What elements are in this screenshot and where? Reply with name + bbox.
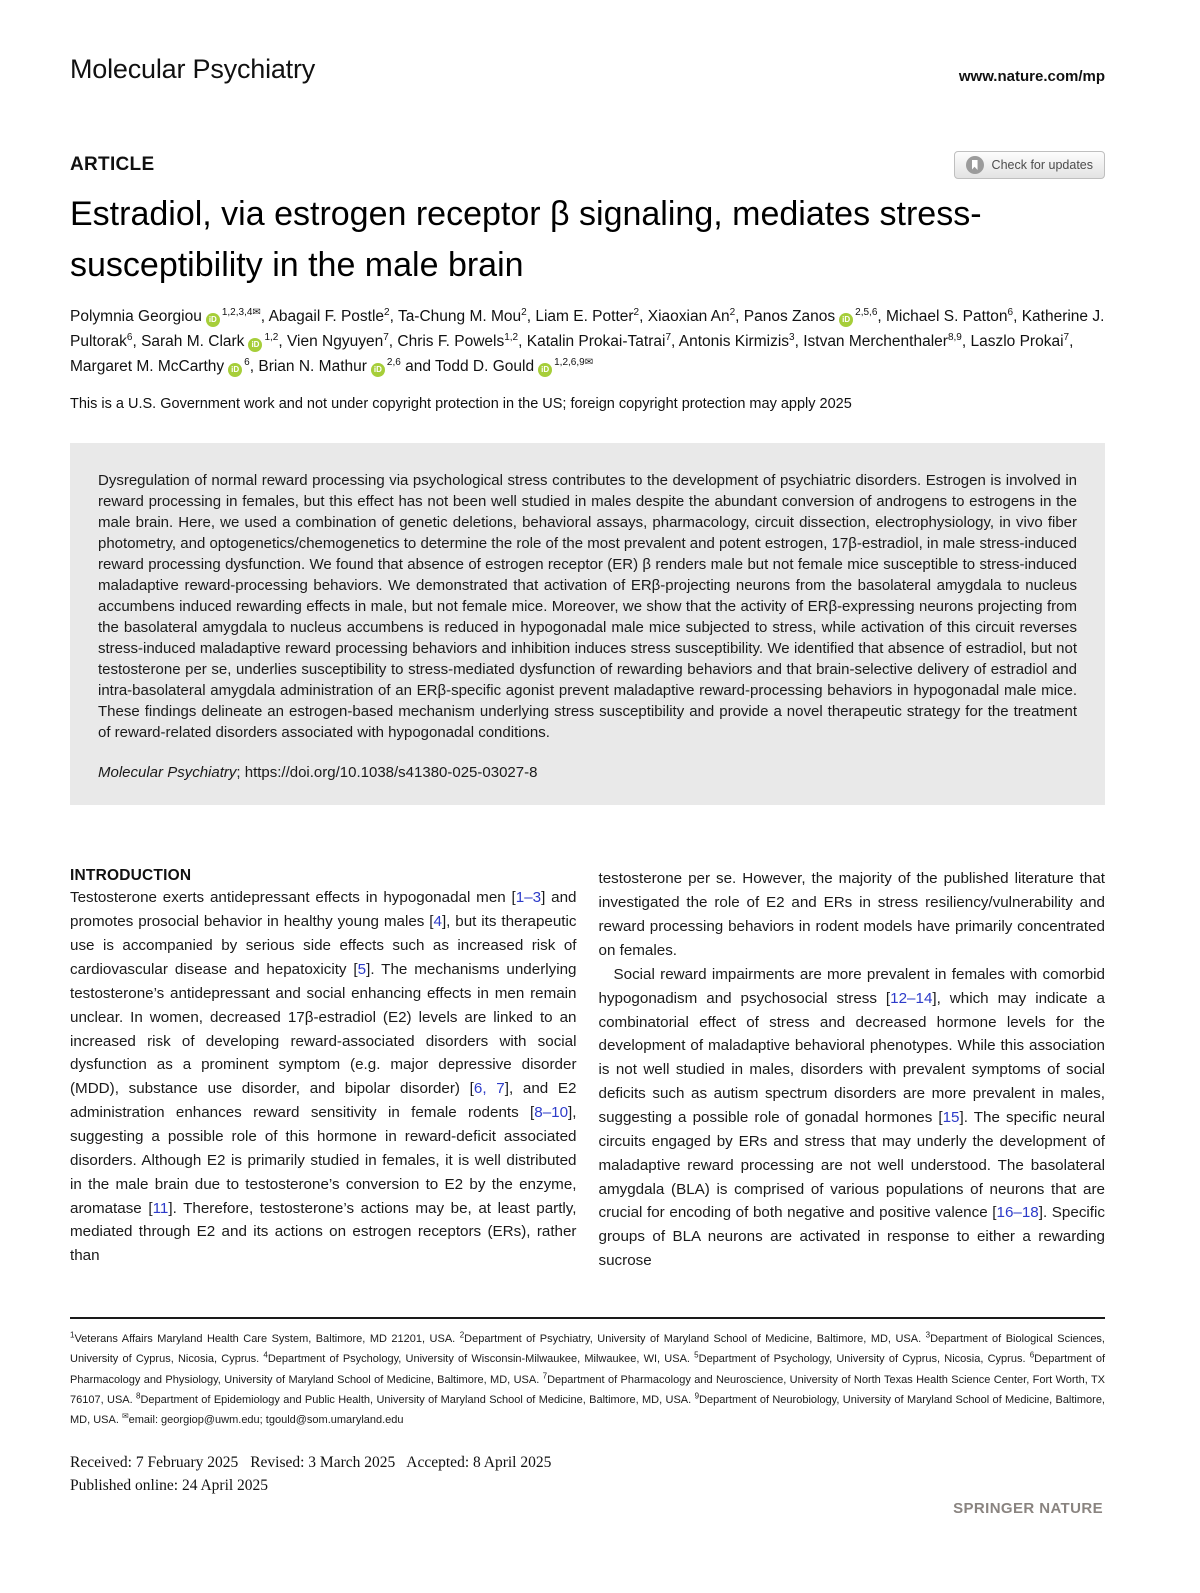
author-affiliation-sup: 6 [1007, 306, 1014, 318]
reference-link[interactable]: 4 [433, 913, 442, 931]
author-affiliation-sup: 1,2,3,4✉ [221, 306, 261, 318]
author-name: Polymnia Georgiou [70, 308, 202, 325]
orcid-icon[interactable]: iD [371, 363, 385, 377]
author-name: Michael S. Patton [886, 308, 1008, 325]
article-type-label: ARTICLE [70, 154, 155, 175]
footnote-sup: 9 [694, 1391, 700, 1401]
check-for-updates-button[interactable] [954, 151, 1105, 179]
article-head-row [70, 151, 1105, 179]
reference-link[interactable]: 15 [942, 1108, 960, 1126]
footnote-sup: 8 [136, 1391, 141, 1401]
title-line-1: Estradiol, via estrogen receptor β signaling, mediates stress- [70, 195, 982, 233]
author-affiliation-sup: 7 [383, 331, 389, 343]
journal-website-link[interactable]: www.nature.com/mp [958, 68, 1105, 85]
footnote-sup: 7 [542, 1371, 548, 1381]
author-name: Brian N. Mathur [258, 357, 367, 375]
introduction-paragraph-3: Social reward impairments are more prevalent in females with comorbid hypogonadism and psychosocial stress [12–14], which may indicate a combinatorial effect of stress and decreased hormone levels for the development of maladaptive behavioral phenotypes. While this association is not well studied in males, disorders with prevalent symptoms of social deficits such as autism spectrum disorders are more prevalent in males, suggesting a possible role of gonadal hormones [15]. The specific neural circuits engaged by ERs and stress that may underly the development of maladaptive reward processing are not well understood. The basolateral amygdala (BLA) is comprised of various populations of neurons that are crucial for encoding of both negative and positive valence [16–18]. Specific groups of BLA neurons are activated in response to either a rewarding sucrose [598, 965, 1105, 1270]
author-affiliation-sup: 6 [126, 331, 133, 343]
author-affiliation-sup: 7 [1063, 331, 1070, 343]
author-name: Liam E. Potter [535, 308, 634, 325]
article-title [70, 189, 1105, 291]
left-column [70, 867, 577, 1273]
author-name: Margaret M. McCarthy [70, 357, 225, 375]
author-name: Chris F. Powels [397, 332, 505, 350]
citation-journal: Molecular Psychiatry [98, 764, 237, 782]
doi-link[interactable]: ; https://doi.org/10.1038/s41380-025-03027-8 [236, 764, 538, 782]
right-column [599, 867, 1106, 1273]
author-name: Abagail F. Postle [268, 308, 385, 325]
author-affiliation-sup: 1,2 [264, 331, 279, 343]
author-name: Panos Zanos [743, 308, 836, 325]
author-name: Antonis Kirmizis [678, 332, 790, 350]
published-date: Published online: 24 April 2025 [70, 1476, 269, 1494]
introduction-paragraph-1: Testosterone exerts antidepressant effects in hypogonadal men [1–3] and promotes prosocial behavior in healthy young males [4], but its therapeutic use is accompanied by serious side effects such as increased risk of cardiovascular disease and hepatoxicity [5]. The mechanisms underlying testosterone’s antidepressant and social enhancing effects in men remain unclear. In women, decreased 17β-estradiol (E2) levels are linked to an increased risk of developing reward-associated disorders with social dysfunction as a prominent symptom (e.g. major depressive disorder (MDD), substance use disorder, and bipolar disorder) [6, 7], and E2 administration enhances reward sensitivity in female rodents [8–10], suggesting a possible role of this hormone in reward-deficit associated disorders. Although E2 is primarily studied in females, it is well distributed in the male brain due to testosterone’s conversion to E2 by the enzyme, aromatase [11]. Therefore, testosterone’s actions may be, at least partly, mediated through E2 and its actions on estrogen receptors (ERs), rather than [70, 889, 577, 1265]
footnote-sup: 4 [263, 1350, 268, 1360]
author-name: Ta-Chung M. Mou [397, 308, 522, 325]
orcid-icon[interactable]: iD [248, 338, 262, 352]
check-for-updates-label: Check for updates [991, 158, 1093, 172]
reference-link[interactable]: 16–18 [996, 1204, 1039, 1222]
abstract-box [70, 443, 1105, 805]
affiliations-footnotes: $^1$Veterans Affairs Maryland Health Care System, Baltimore, MD 21201, USA. $^2$Department of Psychiatry, University of Maryland School of Medicine, Baltimore, MD, USA. $^3$Department of Biological Sciences, University of Cyprus, Nicosia, Cyprus. $^4$Department of Psychology, University of Wisconsin-Milwaukee, Milwaukee, WI, USA. $^5$Department of Psychology, University of Cyprus, Nicosia, Cyprus. $^6$Department of Pharmacology and Physiology, University of Maryland School of Medicine, Baltimore, MD, USA. $^7$Department of Pharmacology and Neuroscience, University of North Texas Health Science Center, Fort Worth, TX 76107, USA. $^8$Department of Epidemiology and Public Health, University of Maryland School of Medicine, Baltimore, MD, USA. $^9$Department of Neurobiology, University of Maryland School of Medicine, Baltimore, MD, USA. ✉email: georgiop@uwm.edu; tgould@som.umaryland.edu [70, 1330, 1106, 1427]
orcid-icon[interactable]: iD [538, 363, 552, 377]
footnote-sup: 1 [70, 1330, 75, 1340]
footnote-sup: 2 [459, 1330, 465, 1340]
author-affiliation-sup: 8,9 [947, 331, 962, 343]
author-affiliation-sup: 2,6 [386, 356, 401, 368]
author-name: Istvan Merchenthaler [803, 332, 948, 350]
footnote-divider [70, 1317, 1105, 1319]
author-name: Katherine J. Pultorak [70, 308, 1105, 350]
crossmark-bookmark-icon [966, 156, 984, 174]
author-affiliation-sup: 6 [244, 356, 250, 368]
introduction-heading: INTRODUCTION [70, 867, 192, 885]
orcid-icon[interactable]: iD [206, 313, 220, 327]
introduction-section [70, 867, 1105, 1273]
title-line-2: susceptibility in the male brain [70, 246, 524, 284]
author-name: Vien Ngyuyen [286, 332, 384, 350]
received-date: Received: 7 February 2025 [70, 1453, 239, 1471]
journal-name: Molecular Psychiatry [70, 54, 316, 84]
footnote-sup: ✉ [121, 1411, 129, 1421]
article-history [70, 1451, 1105, 1498]
author-affiliation-sup: 2 [521, 306, 527, 318]
orcid-icon[interactable]: iD [228, 363, 242, 377]
author-name: Todd D. Gould [435, 357, 535, 375]
citation-line [98, 764, 1077, 781]
author-affiliation-sup: 2 [384, 306, 390, 318]
introduction-paragraph-2: testosterone per se. However, the majority of the published literature that investigated the role of E2 and ERs in stress resiliency/vulnerability and reward processing behaviors in rodent models have primarily concentrated on females. [598, 870, 1105, 959]
footnote-sup: 6 [1029, 1350, 1035, 1360]
author-affiliation-sup: 3 [789, 331, 795, 343]
reference-link[interactable]: 8–10 [534, 1104, 569, 1122]
author-name: Sarah M. Clark [141, 332, 245, 350]
copyright-note: This is a U.S. Government work and not under copyright protection in the US; foreign copyright protection may apply 2025 [70, 396, 852, 413]
orcid-icon[interactable]: iD [839, 313, 853, 327]
accepted-date: Accepted: 8 April 2025 [406, 1453, 552, 1471]
reference-link[interactable]: 11 [152, 1199, 169, 1217]
springer-nature-logo: SPRINGER NATURE [953, 1500, 1103, 1517]
author-name: Xiaoxian An [647, 308, 730, 325]
footnote-sup: 3 [925, 1330, 931, 1340]
author-list: Polymnia Georgiou $iD^{1,2,3,4✉}$, Abagail F. Postle$^2$, Ta-Chung M. Mou$^2$, Liam E. Potter$^2$, Xiaoxian An$^2$, Panos Zanos iD$^{2,5,6}$, Michael S. Patton$^6$, Katherine J. Pultorak$^6$, Sarah M. Clark iD$^{1,2}$, Vien Ngyuyen$^7$, Chris F. Powels$^{1,2}$, Katalin Prokai-Tatrai$^7$, Antonis Kirmizis$^3$, Istvan Merchenthaler$^{8,9}$, Laszlo Prokai$^7$, Margaret M. McCarthy $iD^6$, Brian N. Mathur iD$^{2,6}$ and Todd D. Gould $iD^{1,2,6,9✉}$ [70, 306, 1105, 375]
author-affiliation-sup: 7 [665, 331, 671, 343]
abstract-text: Dysregulation of normal reward processing via psychological stress contributes to the development of psychiatric disorders. Estrogen is involved in reward processing in females, but this effect has not been well studied in males despite the abundant conversion of androgens to estrogens in the male brain. Here, we used a combination of genetic deletions, behavioral assays, pharmacology, circuit dissection, electrophysiology, in vivo fiber photometry, and optogenetics/chemogenetics to determine the role of the most prevalent and potent estrogen, 17β-estradiol, in male stress-induced reward processing dysfunction. We found that absence of estrogen receptor (ER) β renders male but not female mice susceptible to stress-induced maladaptive reward-processing behaviors. We demonstrated that activation of ERβ-projecting neurons from the basolateral amygdala to nucleus accumbens induced rewarding effects in male, but not female mice. Moreover, we show that the activity of ERβ-expressing neurons projecting from the basolateral amygdala to nucleus accumbens is reduced in hypogonadal male mice subjected to stress, while activation of this circuit reverses stress-induced maladaptive reward processing behaviors and inhibition induces stress susceptibility. We identified that absence of estradiol, but not testosterone per se, underlies susceptibility to stress-mediated dysfunction of rewarding behaviors and that brain-selective delivery of estradiol and intra-basolateral amygdala administration of an ERβ-specific agonist prevent maladaptive reward-processing behaviors in hypogonadal male mice. These findings delineate an estrogen-based mechanism underlying stress susceptibility and provide a novel therapeutic strategy for the treatment of reward-related disorders associated with hypogonadal conditions. [98, 472, 1077, 742]
reference-link[interactable]: 5 [357, 960, 367, 978]
reference-link[interactable]: 12–14 [890, 989, 933, 1007]
footnote-sup: 5 [694, 1350, 699, 1360]
author-affiliation-sup: 1,2,6,9✉ [554, 356, 594, 368]
author-name: Laszlo Prokai [970, 332, 1064, 350]
author-affiliation-sup: 2 [729, 306, 736, 318]
author-affiliation-sup: 1,2 [504, 331, 519, 343]
page-header [70, 54, 1105, 85]
revised-date: Revised: 3 March 2025 [250, 1453, 396, 1471]
author-affiliation-sup: 2 [633, 306, 640, 318]
author-affiliation-sup: 2,5,6 [855, 306, 878, 318]
author-name: Katalin Prokai-Tatrai [526, 332, 666, 350]
reference-link[interactable]: 1–3 [515, 889, 542, 907]
reference-link[interactable]: 6, 7 [473, 1080, 505, 1098]
